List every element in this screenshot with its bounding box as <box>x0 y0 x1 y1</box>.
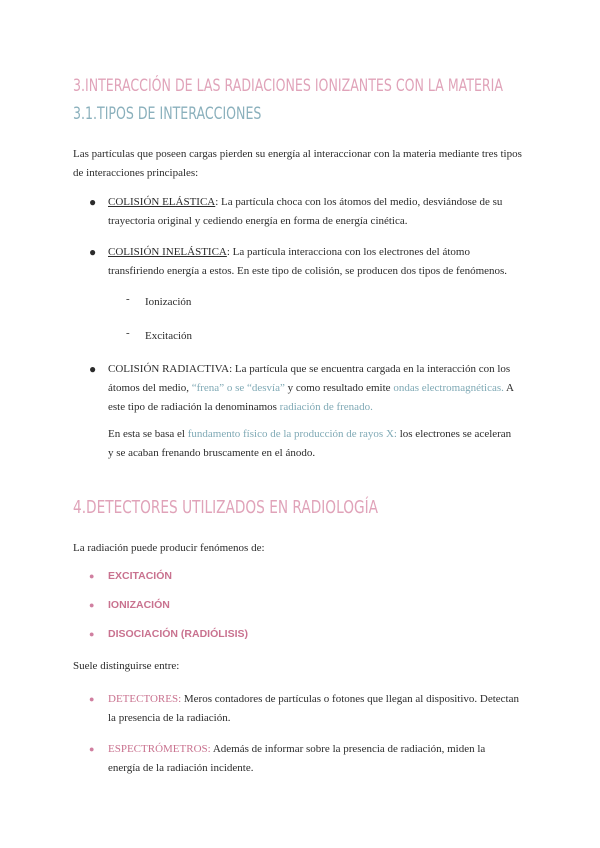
radiative-text-a: COLISIÓN RADIACTIVA: La partícula que se encuentra cargada en la interacción con los átomos del medio, <box>108 363 511 394</box>
radiative-text-e: A este tipo de radiación la denominamos <box>108 382 514 413</box>
distinguish-paragraph: Suele distinguirse entre: <box>73 660 180 672</box>
bullet-icon: ● <box>89 744 95 754</box>
detectors-item <box>108 690 520 728</box>
section-heading-4: 4.DETECTORES UTILIZADOS EN RADIOLOGÍA <box>73 497 378 518</box>
inelastic-collision-item <box>108 243 520 281</box>
detectors-text: Meros contadores de partículas o fotones que llegan al dispositivo. Detectan la presencia de la radiación. <box>108 693 519 724</box>
basis-text-c: los electrones se aceleran y se acaban frenando bruscamente en el ánodo. <box>108 428 512 459</box>
spectrometers-term: ESPECTRÓMETROS: <box>108 743 211 755</box>
sub-item-excitation: Excitación <box>145 330 193 342</box>
detectors-term: DETECTORES: <box>108 693 182 705</box>
bullet-icon: ● <box>89 245 97 259</box>
intro-paragraph: Las partículas que poseen cargas pierden su energía al interaccionar con la materia mediante tres tipos de interacciones principales: <box>73 148 522 179</box>
inelastic-term: COLISIÓN INELÁSTICA <box>108 246 227 258</box>
radiative-collision-item <box>108 360 518 417</box>
phenomenon-excitation: EXCITACIÓN <box>108 570 172 582</box>
bullet-icon: ● <box>89 600 95 610</box>
bullet-icon: ● <box>89 362 97 376</box>
bullet-icon: ● <box>89 571 95 581</box>
radiative-highlight-brake: “frena” o se “desvía” <box>191 382 285 394</box>
spectrometers-text: Además de informar sobre la presencia de radiación, miden la energía de la radiación incidente. <box>108 743 486 774</box>
bullet-icon: ● <box>89 195 97 209</box>
section-heading-3: 3.INTERACCIÓN DE LAS RADIACIONES IONIZANTES CON LA MATERIA <box>73 76 503 96</box>
bullet-icon: ● <box>89 694 95 704</box>
subsection-heading-3-1: 3.1.TIPOS DE INTERACCIONES <box>73 104 262 124</box>
elastic-collision-item <box>108 193 520 231</box>
basis-text-a: En esta se basa el <box>108 428 188 440</box>
phenomenon-ionization: IONIZACIÓN <box>108 599 170 611</box>
dash-marker: - <box>126 293 130 305</box>
inelastic-text: : La partícula interacciona con los electrones del átomo transfiriendo energía a estos. En este tipo de colisión, se producen dos tipos de fenómenos. <box>108 246 508 277</box>
elastic-term: COLISIÓN ELÁSTICA <box>108 196 216 208</box>
radiative-highlight-waves: ondas electromagnéticas. <box>393 382 504 394</box>
elastic-text: : La partícula choca con los átomos del medio, desviándose de su trayectoria original y cediendo energía en forma de energía cinética. <box>108 196 503 227</box>
sub-item-ionization: Ionización <box>145 296 192 308</box>
spectrometers-item <box>108 740 520 778</box>
xray-basis-paragraph <box>108 425 518 463</box>
detectors-intro: La radiación puede producir fenómenos de: <box>73 542 265 554</box>
phenomenon-dissociation: DISOCIACIÓN (RADIÓLISIS) <box>108 628 249 640</box>
dash-marker: - <box>126 327 130 339</box>
radiative-highlight-braking-radiation: radiación de frenado. <box>279 401 373 413</box>
bullet-icon: ● <box>89 629 95 639</box>
basis-highlight: fundamento físico de la producción de rayos X: <box>187 428 397 440</box>
radiative-text-c: y como resultado emite <box>284 382 394 394</box>
